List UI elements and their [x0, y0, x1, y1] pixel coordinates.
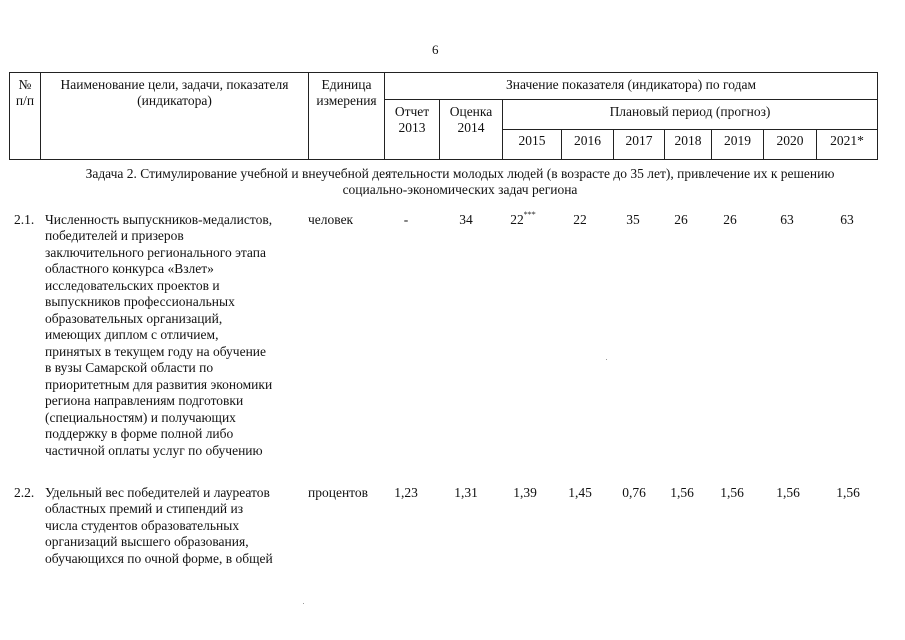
row-estimate-value: 34	[459, 212, 473, 227]
row-plan-value: 26	[674, 212, 688, 227]
row-number: 2.1.	[14, 212, 35, 227]
name-line: исследовательских проектов и	[45, 277, 220, 293]
indicator-table-header	[9, 72, 878, 160]
scan-speck	[606, 359, 607, 360]
header-name: Наименование цели, задачи, показателя (индикатора)	[41, 73, 309, 160]
row-plan-value: 0,76	[622, 485, 646, 500]
name-line: заключительного регионального этапа	[45, 244, 266, 260]
header-year: 2018	[665, 130, 712, 160]
row-plan-value: 63	[780, 212, 794, 227]
row-unit: человек	[308, 212, 354, 227]
row-plan-value	[498, 212, 548, 228]
row-plan-value: 1,56	[776, 485, 800, 500]
header-planning-title: Плановый период (прогноз)	[503, 100, 878, 130]
header-year: 2020	[764, 130, 817, 160]
name-line: обучающихся по очной форме, в общей	[45, 550, 273, 566]
header-values-title: Значение показателя (индикатора) по годам	[385, 73, 878, 100]
row-plan-value: 22	[573, 212, 587, 227]
header-year: 2017	[614, 130, 665, 160]
row-indicator-name	[45, 212, 307, 459]
header-num: № п/п	[10, 73, 41, 160]
header-year: 2019	[712, 130, 764, 160]
row-plan-value: 1,56	[670, 485, 694, 500]
task-heading-line: социально-экономических задач региона	[342, 182, 578, 198]
header-unit: Единица измерения	[309, 73, 385, 160]
name-line: образовательных организаций,	[45, 310, 223, 326]
task-heading	[60, 166, 860, 199]
name-line: Численность выпускников-медалистов,	[45, 212, 273, 227]
footnote-mark: ***	[523, 210, 536, 219]
row-plan-value: 35	[626, 212, 640, 227]
name-line: организаций высшего образования,	[45, 534, 249, 550]
task-heading-line: Задача 2. Стимулирование учебной и внеучебной деятельности молодых людей (в возрасте до 35 лет), привлечение их к решению	[85, 166, 835, 181]
row-plan-value: 1,56	[836, 485, 860, 500]
row-plan-value: 1,56	[720, 485, 744, 500]
row-plan-value: 1,45	[568, 485, 592, 500]
name-line: поддержку в форме полной либо	[45, 426, 234, 442]
name-line: Удельный вес победителей и лауреатов	[45, 485, 270, 500]
name-line: имеющих диплом с отличием,	[45, 327, 219, 343]
name-line: частичной оплаты услуг по обучению	[45, 442, 263, 458]
name-line: принятых в текущем году на обучение	[45, 343, 267, 359]
row-report-value: -	[403, 212, 409, 227]
header-report: Отчет 2013	[385, 100, 440, 160]
name-line: региона направлениям подготовки	[45, 393, 244, 409]
plan-value-text: 22	[510, 212, 524, 227]
name-line: числа студентов образовательных	[45, 517, 240, 533]
row-report-value: 1,23	[394, 485, 418, 500]
row-indicator-name	[45, 485, 307, 567]
scan-speck	[303, 603, 304, 604]
name-line: приоритетным для развития экономики	[45, 376, 273, 392]
row-plan-value: 63	[840, 212, 854, 227]
row-plan-value: 1,39	[513, 485, 537, 500]
page-number: 6	[432, 42, 439, 57]
row-number: 2.2.	[14, 485, 35, 500]
header-estimate: Оценка 2014	[440, 100, 503, 160]
header-year: 2016	[562, 130, 614, 160]
name-line: выпускников профессиональных	[45, 294, 235, 310]
header-year: 2015	[503, 130, 562, 160]
name-line: победителей и призеров	[45, 228, 184, 244]
header-year: 2021*	[817, 130, 878, 160]
name-line: (специальностям) и получающих	[45, 409, 236, 425]
name-line: областного конкурса «Взлет»	[45, 261, 214, 277]
row-unit: процентов	[308, 485, 369, 500]
name-line: в вузы Самарской области по	[45, 360, 214, 376]
name-line: областных премий и стипендий из	[45, 501, 244, 517]
row-estimate-value: 1,31	[454, 485, 478, 500]
row-plan-value: 26	[723, 212, 737, 227]
